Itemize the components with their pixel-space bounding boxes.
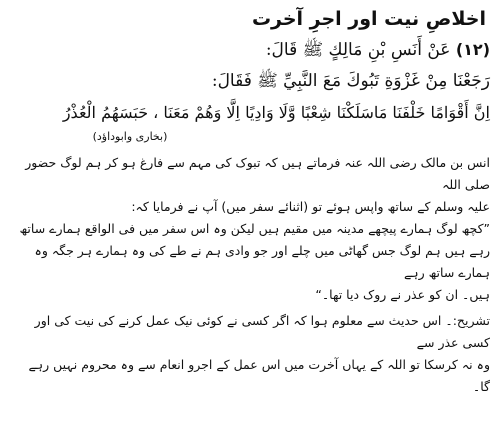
hadith-narrator: عَنْ أَنَسِ بْنِ مَالِكٍ ﷺ قَالَ: xyxy=(265,40,451,60)
hadith-reference: (بخاری وابوداؤد) xyxy=(92,130,168,143)
hadith-text-line-2: اِنَّ أَقْوَامًا خَلْفَنَا مَاسَلَكْنَا شِعْبًا وَّلَا وَادِيًا اِلَّا وَهُمْ مَعَنَا ، حَبَسَهُمُ الْعُذْرُ xyxy=(62,103,490,122)
quote-line-3: ہیں۔ ان کو عذر نے روک دیا تھا۔“ xyxy=(315,287,490,302)
translation-line-2: علیہ وسلم کے ساتھ واپس ہوئے تو (اثنائے سفر میں) آپ نے فرمایا کہ: xyxy=(131,199,490,214)
hadith-text-line-1: رَجَعْنَا مِنْ غَزْوَةِ تَبُوكَ مَعَ النَّبِيِّ ﷺ فَقَالَ: xyxy=(211,71,490,91)
commentary-line-2: وہ نہ کرسکا تو اللہ کے یہاں آخرت میں اس عمل کے اجرو انعام سے وہ محروم نہیں رہے گا۔ xyxy=(28,357,490,394)
commentary-line-1: تشریح:۔ اس حدیث سے معلوم ہوا کہ اگر کسی نے کوئی نیک عمل کرنے کی نیت کی اور کسی عذر سے xyxy=(34,313,490,350)
quote-line-1: ”کچھ لوگ ہمارے پیچھے مدینہ میں مقیم ہیں لیکن وہ اس سفر میں فی الواقع ہمارے ساتھ xyxy=(19,221,490,236)
hadith-number: (۱۲) xyxy=(455,40,490,59)
hadith-narrator-line xyxy=(10,34,490,66)
quote-line-2: رہے ہیں ہم لوگ جس گھاٹی میں چلے اور جو وادی ہم نے طے کی وہ ہمارے ہر جگہ وہ ہمارے ساتھ رہے xyxy=(34,243,490,280)
page-title: اخلاصِ نیت اور اجرِ آخرت xyxy=(251,8,486,30)
translation-line-1: انس بن مالک رضی اللہ عنہ فرماتے ہیں کہ تبوک کی مہم سے فارغ ہو کر ہم لوگ حضور صلی اللہ xyxy=(25,155,490,192)
